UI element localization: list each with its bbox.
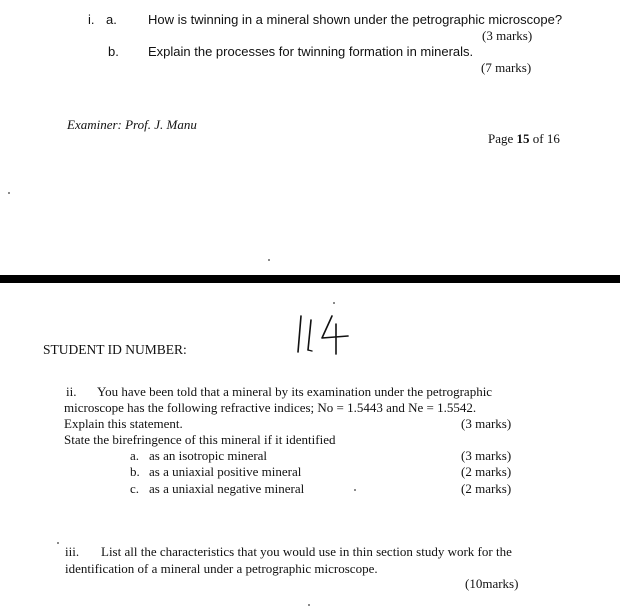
question-i-b-marks: (7 marks) <box>481 60 532 75</box>
page-label: Page <box>488 131 514 146</box>
question-i-number: i. <box>88 12 95 27</box>
question-i-b-text: Explain the processes for twinning formation in minerals. <box>148 44 474 59</box>
handwritten-student-id <box>296 312 356 356</box>
question-ii-line-3: Explain this statement. <box>64 416 183 431</box>
scan-speck <box>308 604 310 606</box>
sub-item-b-text: as a uniaxial positive mineral <box>149 464 302 479</box>
sub-item-b-marks: (2 marks) <box>461 464 512 479</box>
page-total: 16 <box>546 131 560 146</box>
sub-item-c-text: as a uniaxial negative mineral <box>149 481 305 496</box>
sub-item-a-marks: (3 marks) <box>461 448 512 463</box>
scan-speck <box>354 489 356 491</box>
question-iii-number: iii. <box>65 544 80 559</box>
question-i-a-letter: a. <box>106 12 117 27</box>
question-iii-line-1: List all the characteristics that you would use in thin section study work for the <box>101 544 512 559</box>
page-number <box>488 131 560 147</box>
scan-speck <box>8 192 10 194</box>
page-separator <box>0 275 620 283</box>
question-iii-line-2: identification of a mineral under a petrographic microscope. <box>65 561 378 576</box>
page-current: 15 <box>516 131 530 146</box>
question-ii-line-3-marks: (3 marks) <box>461 416 512 431</box>
sub-item-a-text: as an isotropic mineral <box>149 448 268 463</box>
question-ii-line-2: microscope has the following refractive indices; No = 1.5443 and Ne = 1.5542. <box>64 400 477 415</box>
question-i-a-marks: (3 marks) <box>482 28 533 43</box>
question-ii-line-1: You have been told that a mineral by its examination under the petrographic <box>97 384 493 399</box>
scan-speck <box>268 259 270 261</box>
sub-item-b-letter: b. <box>130 464 140 479</box>
question-i-b-letter: b. <box>108 44 119 59</box>
page-of: of <box>532 131 544 146</box>
question-ii-line-4: State the birefringence of this mineral if it identified <box>64 432 336 447</box>
sub-item-c-marks: (2 marks) <box>461 481 512 496</box>
sub-item-a-letter: a. <box>130 448 140 463</box>
scan-speck <box>57 542 59 544</box>
question-i-a-text: How is twinning in a mineral shown under the petrographic microscope? <box>148 12 563 27</box>
examiner-line: Examiner: Prof. J. Manu <box>67 117 197 132</box>
question-ii-number: ii. <box>66 384 77 399</box>
scan-speck <box>333 302 335 304</box>
question-iii-marks: (10marks) <box>465 576 519 591</box>
sub-item-c-letter: c. <box>130 481 140 496</box>
student-id-label: STUDENT ID NUMBER: <box>43 342 187 357</box>
